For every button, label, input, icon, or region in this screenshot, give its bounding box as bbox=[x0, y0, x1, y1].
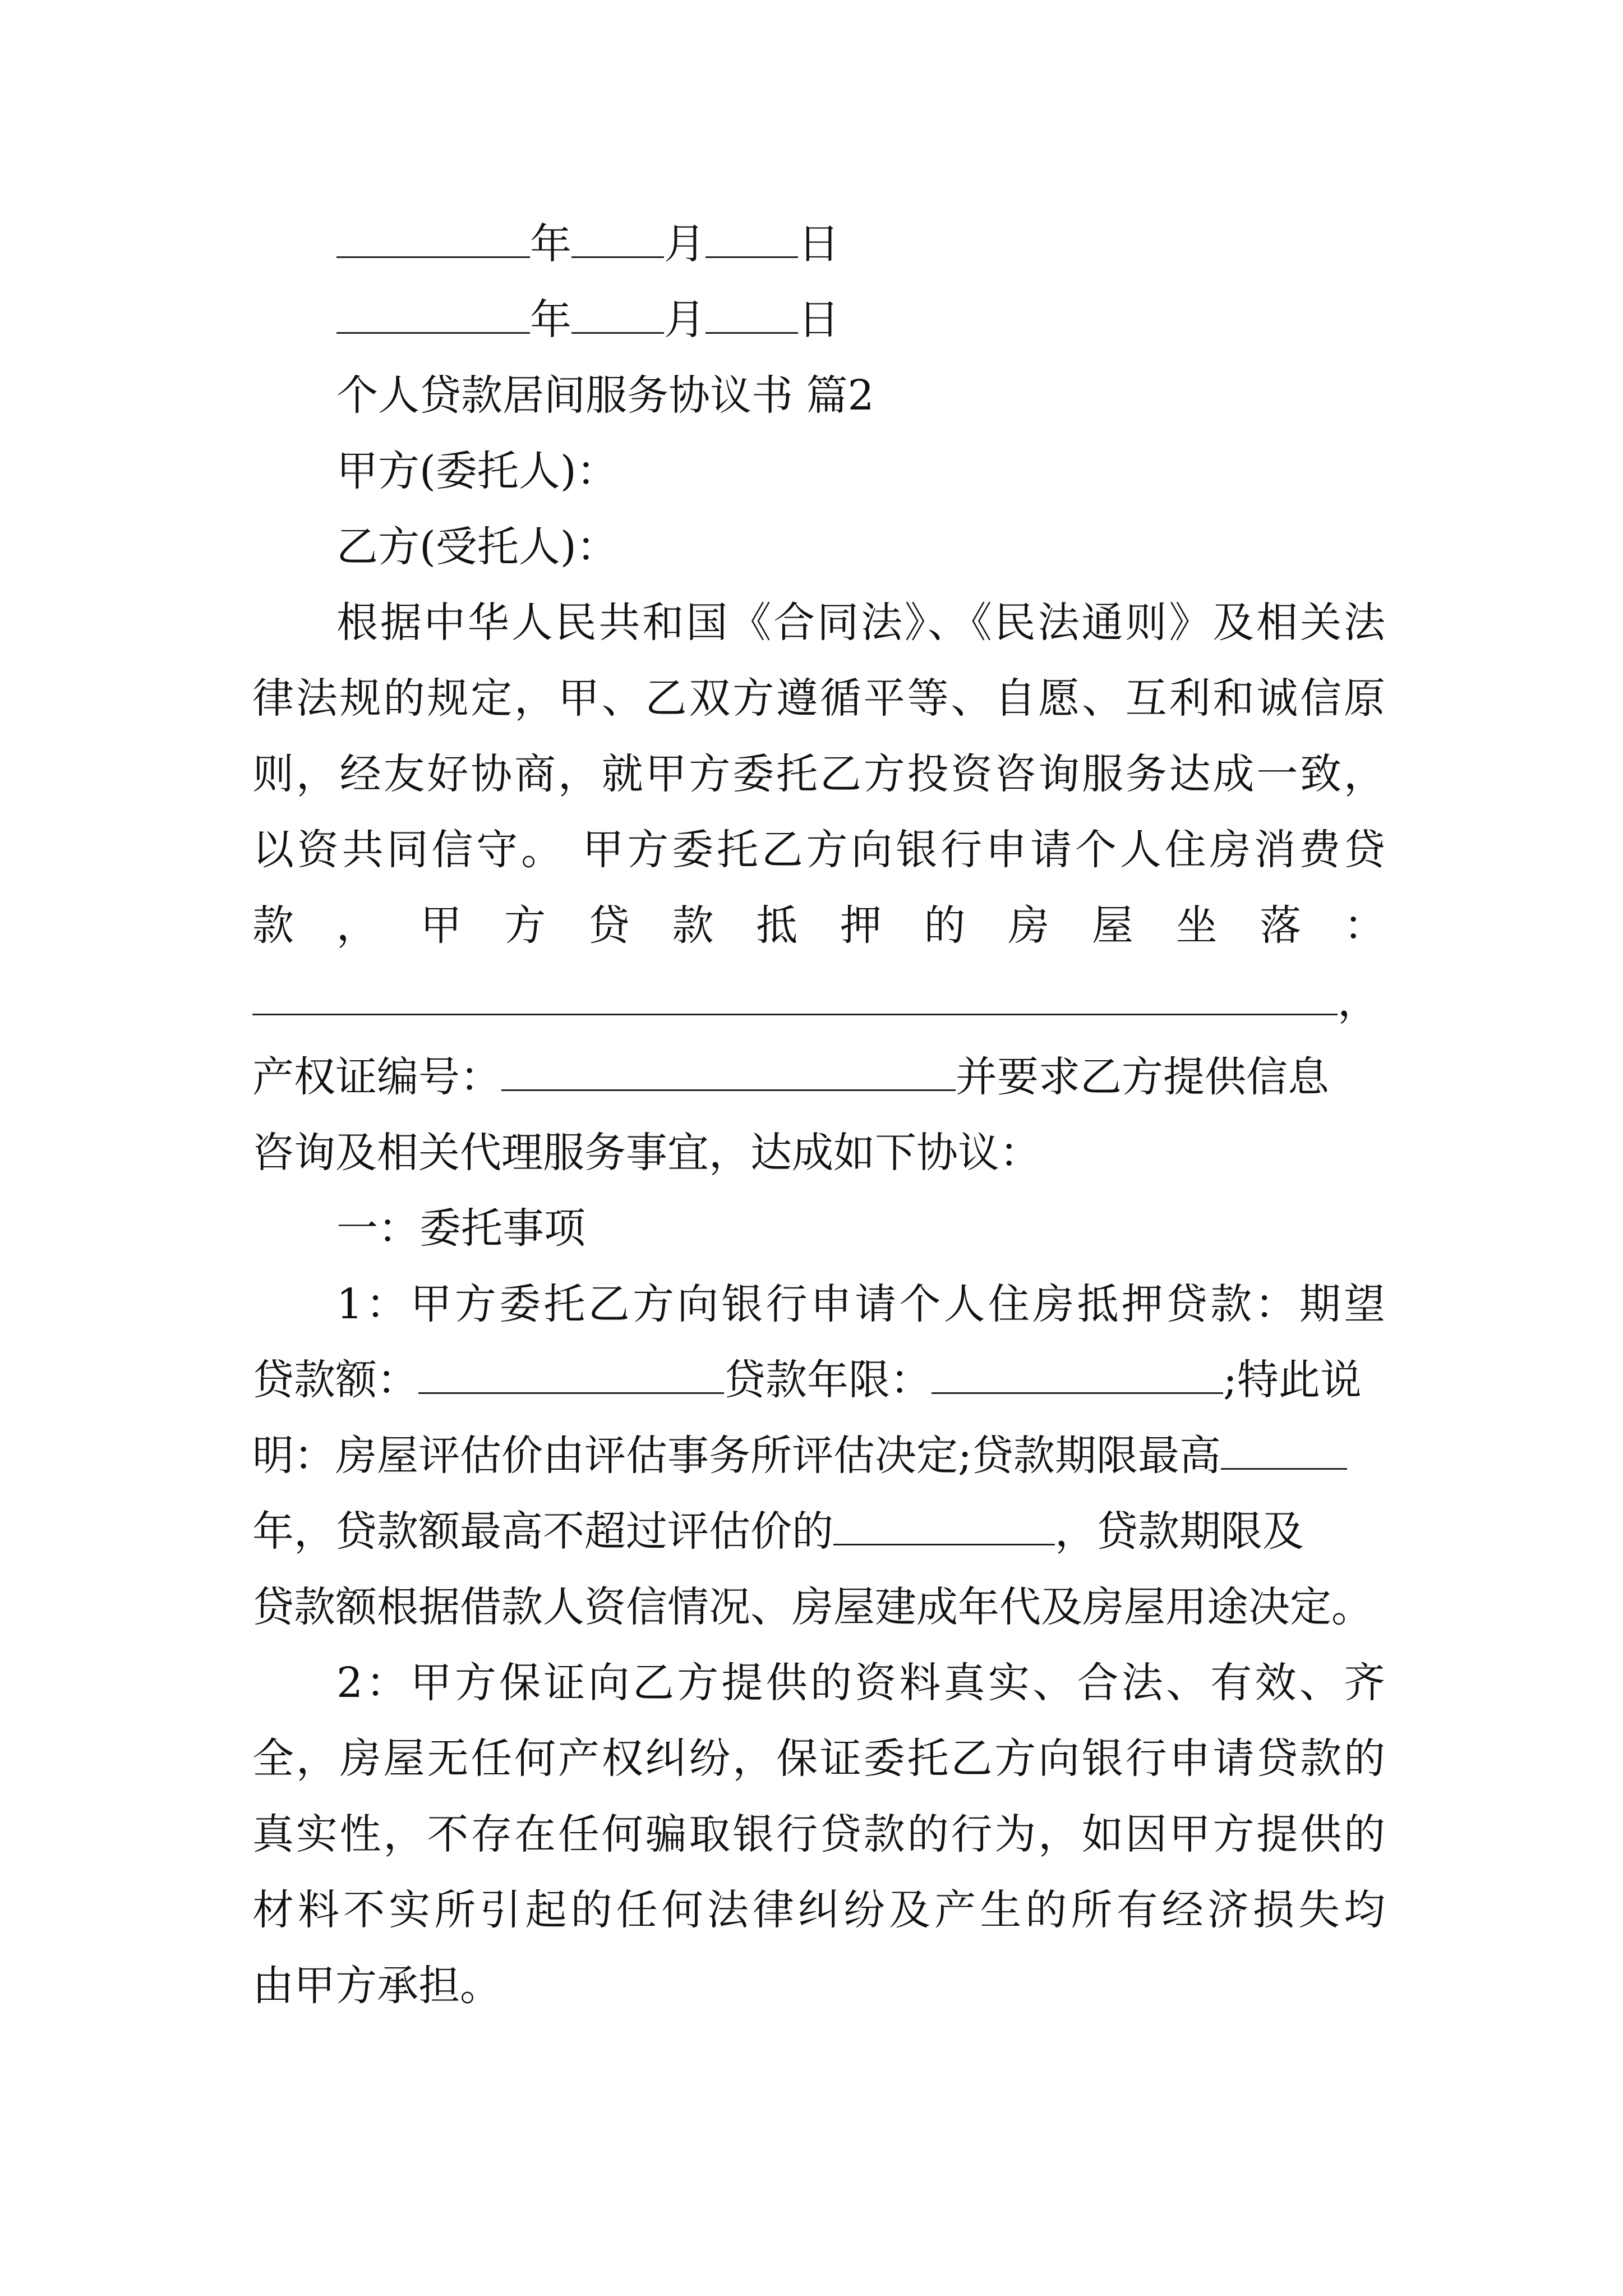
party-a-label: 甲方(委托人)： bbox=[336, 447, 618, 495]
party-b-label: 乙方(受托人)： bbox=[336, 523, 618, 571]
item-2-line-4: 材料不实所引起的任何法律纠纷及产生的所有经济损失均 bbox=[252, 1886, 1385, 1934]
certificate-number-label: 产权证编号： bbox=[252, 1053, 501, 1101]
item-1-line-2 bbox=[252, 1352, 1385, 1408]
intro-line-2: 律法规的规定，甲、乙双方遵循平等、自愿、互利和诚信原 bbox=[252, 674, 1385, 723]
property-location-blank bbox=[252, 974, 1338, 1015]
section-heading: 个人贷款居间服务协议书 篇2 bbox=[336, 371, 874, 420]
certificate-number-blank bbox=[501, 1050, 956, 1091]
day-label: 日 bbox=[798, 296, 840, 344]
day-blank bbox=[706, 293, 798, 334]
item-1-line-5: 贷款额根据借款人资信情况、房屋建成年代及房屋用途决定。 bbox=[252, 1583, 1373, 1631]
loan-amount-blank bbox=[418, 1353, 724, 1394]
month-label: 月 bbox=[664, 220, 706, 268]
day-blank bbox=[706, 217, 798, 258]
loan-amount-label: 贷款额： bbox=[252, 1356, 418, 1404]
intro-line-5: 款 ， 甲 方 贷 款 抵 押 的 房 屋 坐 落 ： bbox=[252, 901, 1385, 950]
year-label: 年 bbox=[530, 296, 571, 344]
max-ratio-blank bbox=[833, 1504, 1055, 1545]
intro-line-8: 咨询及相关代理服务事宜，达成如下协议： bbox=[252, 1129, 1041, 1177]
item-2-line-5: 由甲方承担。 bbox=[252, 1962, 501, 2010]
item-1-line-2-tail: ;特此说 bbox=[1223, 1356, 1362, 1404]
item-2-line-2: 全，房屋无任何产权纠纷，保证委托乙方向银行申请贷款的 bbox=[252, 1734, 1385, 1783]
max-term-blank bbox=[1221, 1429, 1347, 1470]
month-blank bbox=[571, 293, 664, 334]
year-blank bbox=[336, 293, 530, 334]
item-2-line-1: 2：甲方保证向乙方提供的资料真实、合法、有效、齐 bbox=[336, 1659, 1385, 1707]
intro-line-3: 则，经友好协商，就甲方委托乙方投资咨询服务达成一致， bbox=[252, 750, 1385, 798]
intro-line-6 bbox=[252, 973, 1385, 1029]
date-line-1 bbox=[336, 216, 1385, 272]
item-1-line-1: 1：甲方委托乙方向银行申请个人住房抵押贷款：期望 bbox=[336, 1280, 1385, 1328]
item-2-line-3: 真实性，不存在任何骗取银行贷款的行为，如因甲方提供的 bbox=[252, 1810, 1385, 1858]
intro-line-6-comma: ， bbox=[1338, 977, 1379, 1025]
loan-term-blank bbox=[932, 1353, 1223, 1394]
intro-line-4: 以资共同信守。 甲方委托乙方向银行申请个人住房消费贷 bbox=[252, 826, 1385, 874]
item-1-line-4-tail: ，贷款期限及 bbox=[1055, 1507, 1304, 1556]
year-label: 年 bbox=[530, 220, 571, 268]
intro-line-7 bbox=[252, 1049, 1385, 1105]
item-1-line-4 bbox=[252, 1503, 1385, 1559]
item-1-line-3 bbox=[252, 1428, 1385, 1484]
day-label: 日 bbox=[798, 220, 840, 268]
item-1-line-3-text: 明：房屋评估价由评估事务所评估决定;贷款期限最高 bbox=[252, 1432, 1221, 1480]
date-line-2 bbox=[336, 292, 1385, 348]
intro-line-1: 根据中华人民共和国《合同法》、《民法通则》及相关法 bbox=[336, 599, 1385, 647]
month-label: 月 bbox=[664, 296, 706, 344]
item-1-line-4-head: 年，贷款额最高不超过评估价的 bbox=[252, 1507, 833, 1556]
month-blank bbox=[571, 217, 664, 258]
year-blank bbox=[336, 217, 530, 258]
section-1-title: 一：委托事项 bbox=[336, 1204, 585, 1253]
intro-line-7-tail: 并要求乙方提供信息 bbox=[956, 1053, 1329, 1101]
loan-term-label: 贷款年限： bbox=[724, 1356, 932, 1404]
